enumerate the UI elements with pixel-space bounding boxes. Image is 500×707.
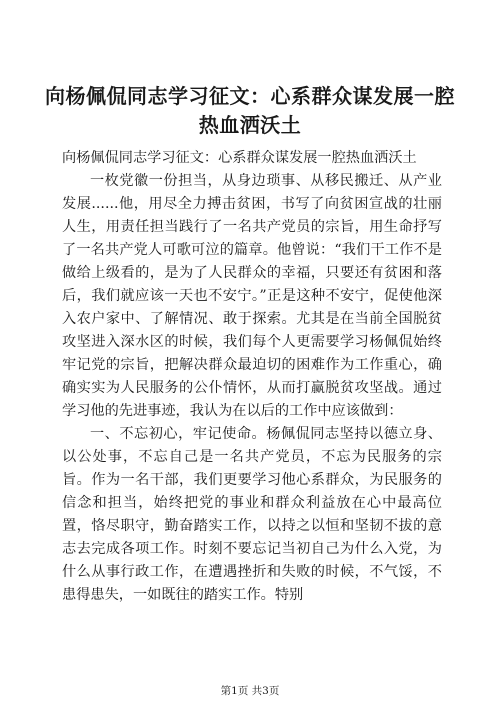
document-title: 向杨佩侃同志学习征文：心系群众谋发展一腔热血洒沃土: [45, 84, 455, 137]
document-body: [62, 170, 442, 607]
body-paragraph: 一、不忘初心，牢记使命。杨佩侃同志坚持以德立身、以公处事，不忘自己是一名共产党员，不忘为民服务的宗旨。作为一名干部，我们更要学习他心系群众，为民服务的信念和担当，始终把党的事业和群众利益放在心中最高位置，恪尽职守，勤奋踏实工作，以持之以恒和坚韧不拔的意志去完成各项工作。时刻不要忘记当初自己为什么入党，为什么从事行政工作，在遭遇挫折和失败的时候，不气馁，不患得患失，一如既往的踏实工作。特别: [62, 426, 442, 603]
page-number: 第1页 共3页: [220, 685, 280, 697]
body-paragraph: 一枚党徽一份担当，从身边琐事、从移民搬迁、从产业发展......他，用尽全力搏击贫困，书写了向贫困宣战的壮丽人生，用责任担当践行了一名共产党员的宗旨，用生命抒写了一名共产党人可歌可泣的篇章。他曾说：“我们干工作不是做给上级看的，是为了人民群众的幸福，只要还有贫困和落后，我们就应该一天也不安宁。”正是这种不安宁，促使他深入农户家中、了解情况、敢于探索。尤其是在当前全国脱贫攻坚进入深水区的时候，我们每个人更需要学习杨佩侃始终牢记党的宗旨，把解决群众最迫切的困难作为工作重心，确确实实为人民服务的公仆情怀，从而打赢脱贫攻坚战。通过学习他的先进事迹，我认为在以后的工作中应该做到：: [62, 173, 442, 419]
document-subtitle: 向杨佩侃同志学习征文：心系群众谋发展一腔热血洒沃土: [62, 150, 417, 166]
